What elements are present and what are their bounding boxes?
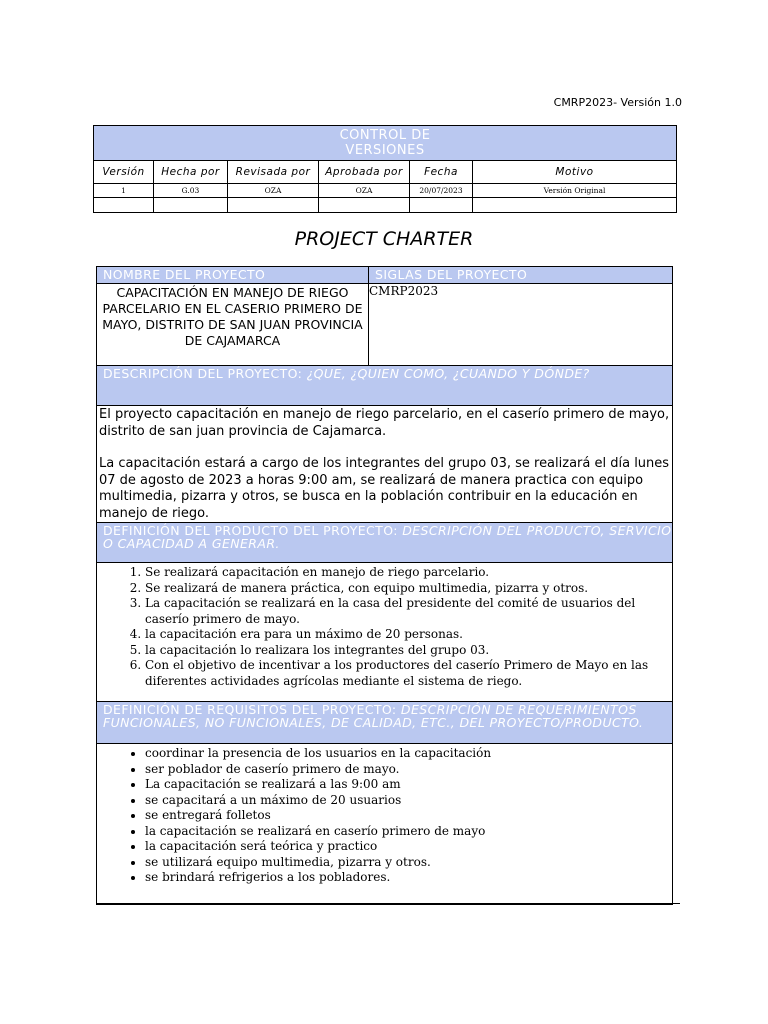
list-item: 2. Se realizará de manera práctica, con equipo multimedia, pizarra y otros. (145, 581, 672, 597)
list-item: 4. la capacitación era para un máximo de 20 personas. (145, 627, 672, 643)
cell-motivo: Versión Original (473, 184, 677, 198)
version-control-title: CONTROL DE VERSIONES (94, 126, 677, 161)
list-item: • se entregará folletos (145, 808, 672, 824)
description-paragraph-1: El proyecto capacitación en manejo de riego parcelario, en el caserío primero de mayo, distrito de san juan provincia de Cajamarca. (99, 407, 670, 439)
description-label: DESCRIPCIÓN DEL PROYECTO: ¿QUE, ¿QUIEN COMO, ¿CUANDO Y DÓNDE? (97, 366, 673, 406)
table-row-empty (94, 198, 677, 213)
description-paragraph-2: La capacitación estará a cargo de los integrantes del grupo 03, se realizará el día lunes 07 de agosto de 2023 a horas 9:00 am, se realizará de manera practica con equipo multimedia, pizarra y otros, se busca en la población contribuir en la educación en manejo de riego. (99, 456, 670, 521)
project-charter-table (96, 266, 673, 905)
list-item: • ser poblador de caserío primero de mayo. (145, 762, 672, 778)
cell-version: 1 (94, 184, 154, 198)
list-item: • la capacitación se realizará en caserío primero de mayo (145, 824, 672, 840)
list-item: • coordinar la presencia de los usuarios en la capacitación (145, 746, 672, 762)
requirements-definition (97, 744, 673, 905)
cell-fecha: 20/07/2023 (410, 184, 473, 198)
cell-revisada-por: OZA (228, 184, 319, 198)
list-item: • La capacitación se realizará a las 9:00 am (145, 777, 672, 793)
list-item: • se capacitará a un máximo de 20 usuarios (145, 793, 672, 809)
list-item: 1. Se realizará capacitación en manejo de riego parcelario. (145, 565, 672, 581)
list-item: 3. La capacitación se realizará en la casa del presidente del comité de usuarios del caserío primero de mayo. (145, 596, 672, 627)
project-name: CAPACITACIÓN EN MANEJO DE RIEGO PARCELARIO EN EL CASERIO PRIMERO DE MAYO, DISTRITO DE SAN JUAN PROVINCIA DE CAJAMARCA (97, 284, 369, 366)
col-hecha-por: Hecha por (154, 161, 228, 184)
project-description (97, 406, 673, 523)
col-version: Versión (94, 161, 154, 184)
requirements-label: DEFINICIÓN DE REQUISITOS DEL PROYECTO: DESCRIPCIÓN DE REQUERIMIENTOS FUNCIONALES, NO FUNCIONALES, DE CALIDAD, ETC., DEL PROYECTO/PRODUCTO. (97, 702, 673, 744)
list-item: 6. Con el objetivo de incentivar a los productores del caserío Primero de Mayo en las diferentes actividades agrícolas mediante el sistema de riego. (145, 658, 672, 689)
col-motivo: Motivo (473, 161, 677, 184)
list-item: • la capacitación será teórica y practico (145, 839, 672, 855)
list-item: 5. la capacitación lo realizara los integrantes del grupo 03. (145, 643, 672, 659)
cell-aprobada-por: OZA (319, 184, 410, 198)
product-definition-label: DEFINICIÓN DEL PRODUCTO DEL PROYECTO: DESCRIPCIÓN DEL PRODUCTO, SERVICIO O CAPACIDAD A GENERAR. (97, 523, 673, 563)
footer-divider (96, 903, 680, 904)
version-header-row (94, 161, 677, 184)
version-control-table (93, 125, 677, 213)
siglas-label: SIGLAS DEL PROYECTO (369, 267, 673, 284)
product-list (97, 565, 672, 689)
page-title: PROJECT CHARTER (294, 228, 474, 250)
list-item: • se utilizará equipo multimedia, pizarra y otros. (145, 855, 672, 871)
requirements-list (97, 746, 672, 886)
product-definition (97, 563, 673, 702)
col-fecha: Fecha (410, 161, 473, 184)
col-revisada-por: Revisada por (228, 161, 319, 184)
table-row (94, 184, 677, 198)
nombre-label: NOMBRE DEL PROYECTO (97, 267, 369, 284)
cell-hecha-por: G.03 (154, 184, 228, 198)
project-acronym: CMRP2023 (369, 284, 673, 366)
col-aprobada-por: Aprobada por (319, 161, 410, 184)
list-item: • se brindará refrigerios a los pobladores. (145, 870, 672, 886)
document-reference: CMRP2023- Versión 1.0 (553, 96, 682, 109)
